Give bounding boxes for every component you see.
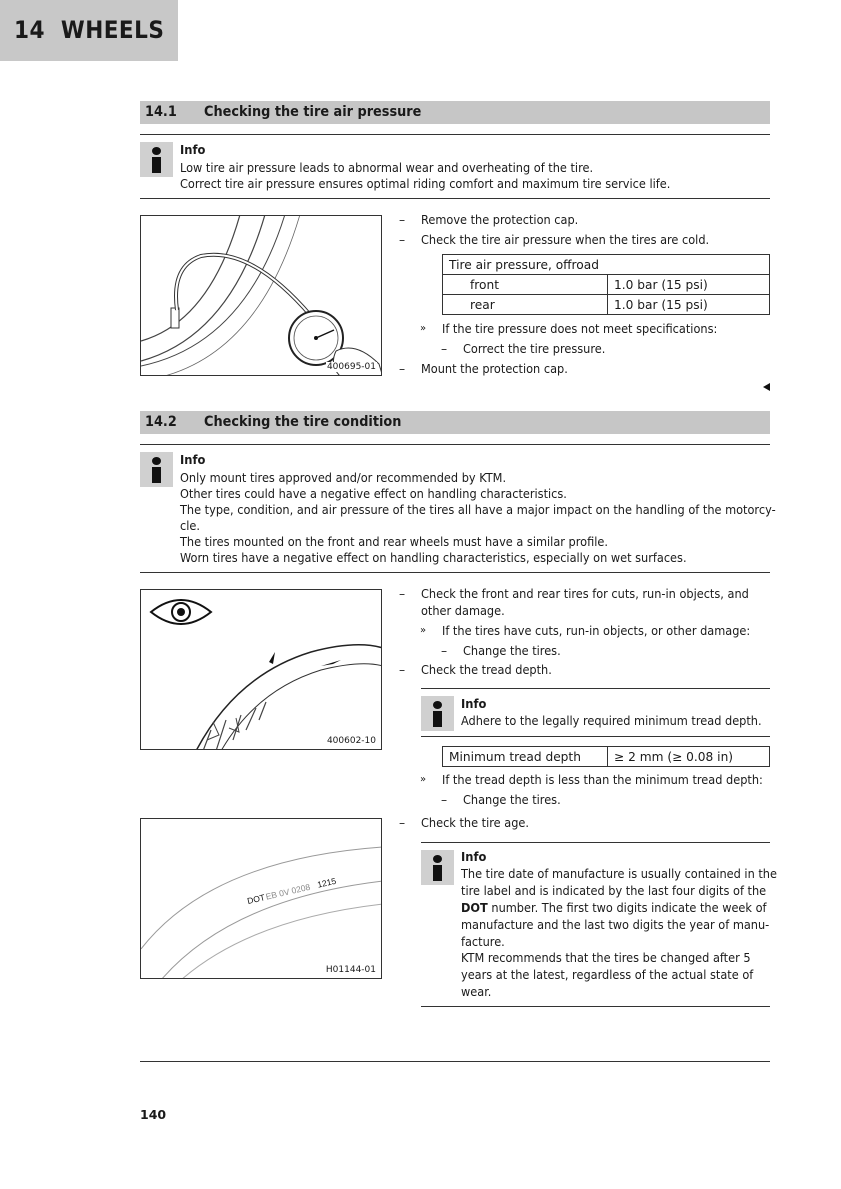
divider: [421, 736, 770, 737]
arrow-marker: »: [420, 323, 427, 334]
dot-marking: DOT: [246, 892, 266, 906]
info-title: Info: [180, 452, 206, 467]
divider: [421, 688, 770, 689]
arrow-marker: »: [420, 774, 427, 785]
condition-text: If the tires have cuts, run-in objects, or other damage:: [442, 624, 751, 638]
section-heading-14-2: [140, 411, 770, 434]
table-cell-value: ≥ 2 mm (≥ 0.08 in): [608, 747, 770, 767]
table-cell-value: 1.0 bar (15 psi): [608, 295, 770, 315]
section-title: Checking the tire condition: [204, 414, 402, 430]
section-number: 14.1: [145, 104, 177, 120]
info-title: Info: [461, 849, 487, 864]
arrow-marker: »: [420, 625, 427, 636]
info-text-line: Low tire air pressure leads to abnormal wear and overheating of the tire.: [180, 161, 594, 175]
table-row: [443, 747, 770, 767]
step-text: Mount the protection cap.: [421, 362, 568, 376]
info-text-line: years at the latest, regardless of the actual state of: [461, 968, 754, 982]
info-text-line: Other tires could have a negative effect on handling characteristics.: [180, 487, 567, 501]
section-number: 14.2: [145, 414, 177, 430]
info-icon: [140, 142, 173, 177]
figure-tire-inspection: [140, 589, 382, 750]
info-text-line: KTM recommends that the tires be changed after 5: [461, 951, 751, 965]
step-text: Correct the tire pressure.: [463, 342, 606, 356]
info-icon: [140, 452, 173, 487]
dot-label-illustration: [141, 819, 382, 979]
info-text-line: tire label and is indicated by the last four digits of the: [461, 884, 767, 898]
figure-code: 400602-10: [326, 736, 376, 746]
dash-marker: –: [399, 362, 406, 376]
step-text-continued: other damage.: [421, 604, 505, 618]
table-header: Tire air pressure, offroad: [443, 255, 770, 275]
info-text-line: [461, 900, 767, 916]
table-cell-label: rear: [443, 295, 608, 315]
tread-depth-table: [442, 746, 770, 767]
figure-pressure-gauge: [140, 215, 382, 376]
info-text-line: The type, condition, and air pressure of the tires all have a major impact on the handling of the motorcy-: [180, 503, 776, 517]
dash-marker: –: [399, 213, 406, 227]
section-end-icon: [763, 383, 770, 391]
chapter-title: WHEELS: [60, 16, 165, 44]
info-title: Info: [461, 696, 487, 711]
table-row: [443, 295, 770, 315]
pressure-gauge-illustration: [141, 216, 382, 376]
condition-text: If the tire pressure does not meet specifications:: [442, 322, 718, 336]
info-text-line: cle.: [180, 519, 200, 533]
dash-marker: –: [399, 663, 406, 677]
info-text-line: manufacture and the last two digits the year of manu-: [461, 918, 770, 932]
dash-marker: –: [399, 233, 406, 247]
dash-marker: –: [441, 793, 448, 807]
table-cell-value: 1.0 bar (15 psi): [608, 275, 770, 295]
divider: [140, 444, 770, 445]
info-text-line: Worn tires have a negative effect on handling characteristics, especially on wet surfaces.: [180, 551, 687, 565]
divider: [140, 198, 770, 199]
divider: [140, 134, 770, 135]
section-title: Checking the tire air pressure: [204, 104, 422, 120]
figure-code: H01144-01: [325, 965, 376, 975]
tire-code-marking: EB 0V 0208: [264, 881, 312, 902]
step-text: Check the tread depth.: [421, 663, 552, 677]
divider: [421, 1006, 770, 1007]
info-icon: [421, 850, 454, 885]
dot-bold-term: DOT: [461, 901, 488, 915]
condition-text: If the tread depth is less than the minimum tread depth:: [442, 773, 763, 787]
info-title: Info: [180, 142, 206, 157]
footer-divider: [140, 1061, 770, 1062]
step-text: Change the tires.: [463, 793, 561, 807]
figure-dot-label: [140, 818, 382, 979]
step-text: Check the tire age.: [421, 816, 529, 830]
step-text: Check the front and rear tires for cuts, run-in objects, and: [421, 587, 749, 601]
info-text-fragment: number. The first two digits indicate the week of: [487, 901, 767, 915]
info-icon: [421, 696, 454, 731]
table-row: [443, 275, 770, 295]
dash-marker: –: [399, 587, 406, 601]
info-text-line: Correct tire air pressure ensures optimal riding comfort and maximum tire service life.: [180, 177, 671, 191]
info-text-line: The tire date of manufacture is usually contained in the: [461, 867, 777, 881]
figure-code: 400695-01: [326, 362, 376, 372]
table-cell-label: front: [443, 275, 608, 295]
info-text-line: Adhere to the legally required minimum tread depth.: [461, 714, 762, 728]
dash-marker: –: [399, 816, 406, 830]
section-heading-14-1: [140, 101, 770, 124]
dash-marker: –: [441, 342, 448, 356]
info-text-line: Only mount tires approved and/or recommended by KTM.: [180, 471, 507, 485]
step-text: Remove the protection cap.: [421, 213, 579, 227]
info-text-line: wear.: [461, 985, 492, 999]
pressure-spec-table: [442, 254, 770, 315]
chapter-number: 14: [14, 16, 45, 44]
step-text: Check the tire air pressure when the tires are cold.: [421, 233, 710, 247]
divider: [421, 842, 770, 843]
chapter-tab: [0, 0, 178, 61]
tire-inspection-illustration: [141, 590, 382, 750]
table-cell-label: Minimum tread depth: [443, 747, 608, 767]
page-number: 140: [140, 1107, 167, 1122]
info-text-line: facture.: [461, 935, 505, 949]
date-code-marking: 1215: [316, 875, 338, 890]
info-text-line: The tires mounted on the front and rear wheels must have a similar profile.: [180, 535, 608, 549]
dash-marker: –: [441, 644, 448, 658]
chapter-heading: [14, 16, 164, 44]
step-text: Change the tires.: [463, 644, 561, 658]
divider: [140, 572, 770, 573]
